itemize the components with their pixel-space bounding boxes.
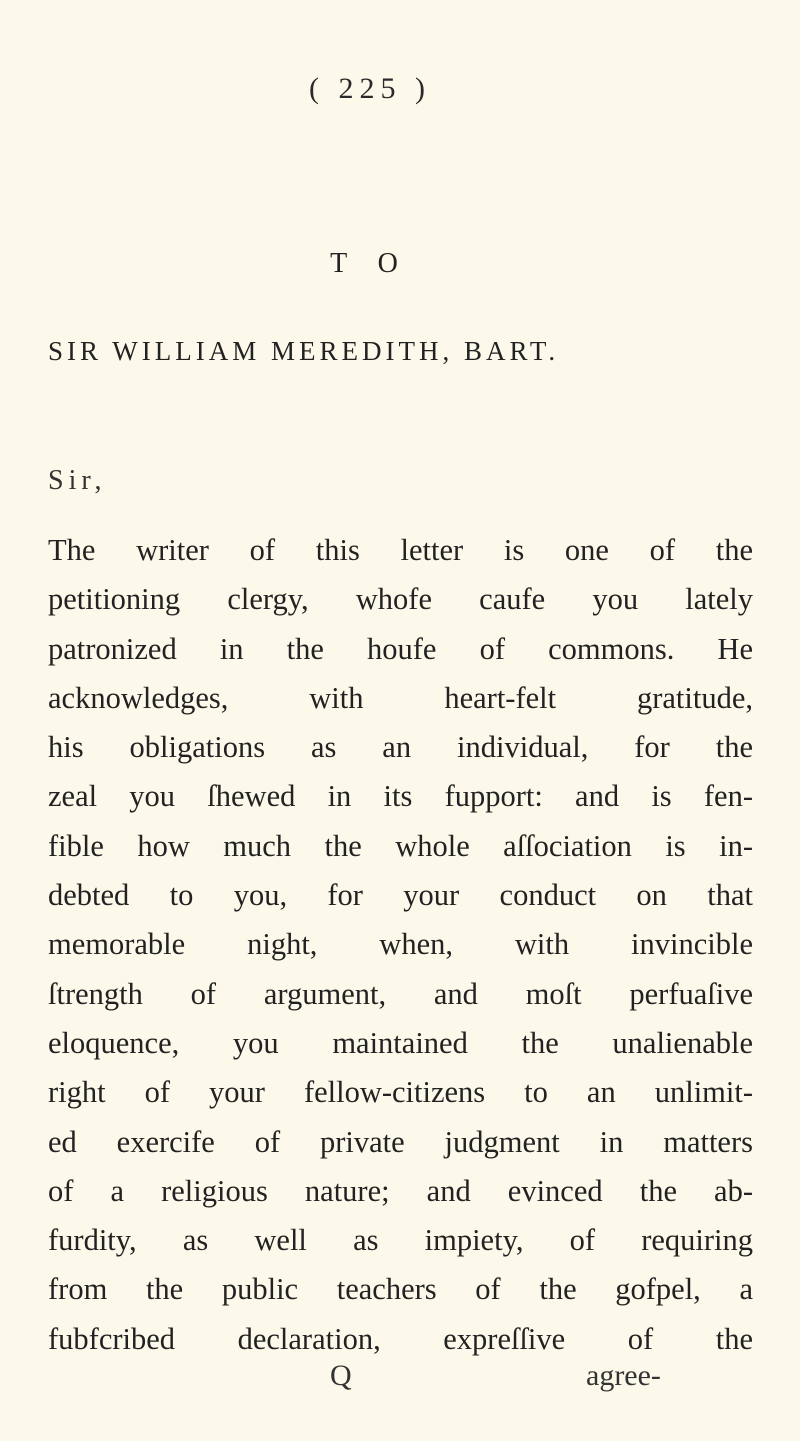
salutation: Sir, [48, 465, 107, 496]
body-line: acknowledges, with heart-felt gratitude, [48, 680, 753, 715]
signature-mark: Q [330, 1359, 352, 1392]
addressee-heading: SIR WILLIAM MEREDITH, BART. [48, 336, 560, 366]
letter-body [48, 526, 753, 1364]
body-line: petitioning clergy, whofe caufe you lately [48, 582, 753, 617]
body-line: fubfcribed declaration, expreſſive of the [48, 1321, 753, 1356]
heading-to: T O [330, 248, 410, 279]
body-line: ſtrength of argument, and moſt perfuaſive [48, 976, 753, 1011]
body-line: debted to you, for your conduct on that [48, 878, 753, 913]
body-line: patronized in the houfe of commons. He [48, 631, 753, 666]
body-line: memorable night, when, with invincible [48, 927, 753, 962]
body-line: his obligations as an individual, for the [48, 730, 753, 765]
body-line: right of your fellow-citizens to an unlimit- [48, 1075, 753, 1110]
body-line: of a religious nature; and evinced the ab- [48, 1173, 753, 1208]
body-line: furdity, as well as impiety, of requiring [48, 1223, 753, 1258]
body-line: fible how much the whole aſſociation is in- [48, 828, 753, 863]
body-line: eloquence, you maintained the unalienable [48, 1025, 753, 1060]
catchword: agree- [586, 1359, 661, 1392]
body-line: from the public teachers of the gofpel, a [48, 1272, 753, 1307]
body-line: zeal you ſhewed in its fupport: and is fen- [48, 779, 753, 814]
body-line: ed exercife of private judgment in matters [48, 1124, 753, 1159]
body-line: The writer of this letter is one of the [48, 533, 753, 567]
page-number: ( 225 ) [309, 72, 431, 105]
